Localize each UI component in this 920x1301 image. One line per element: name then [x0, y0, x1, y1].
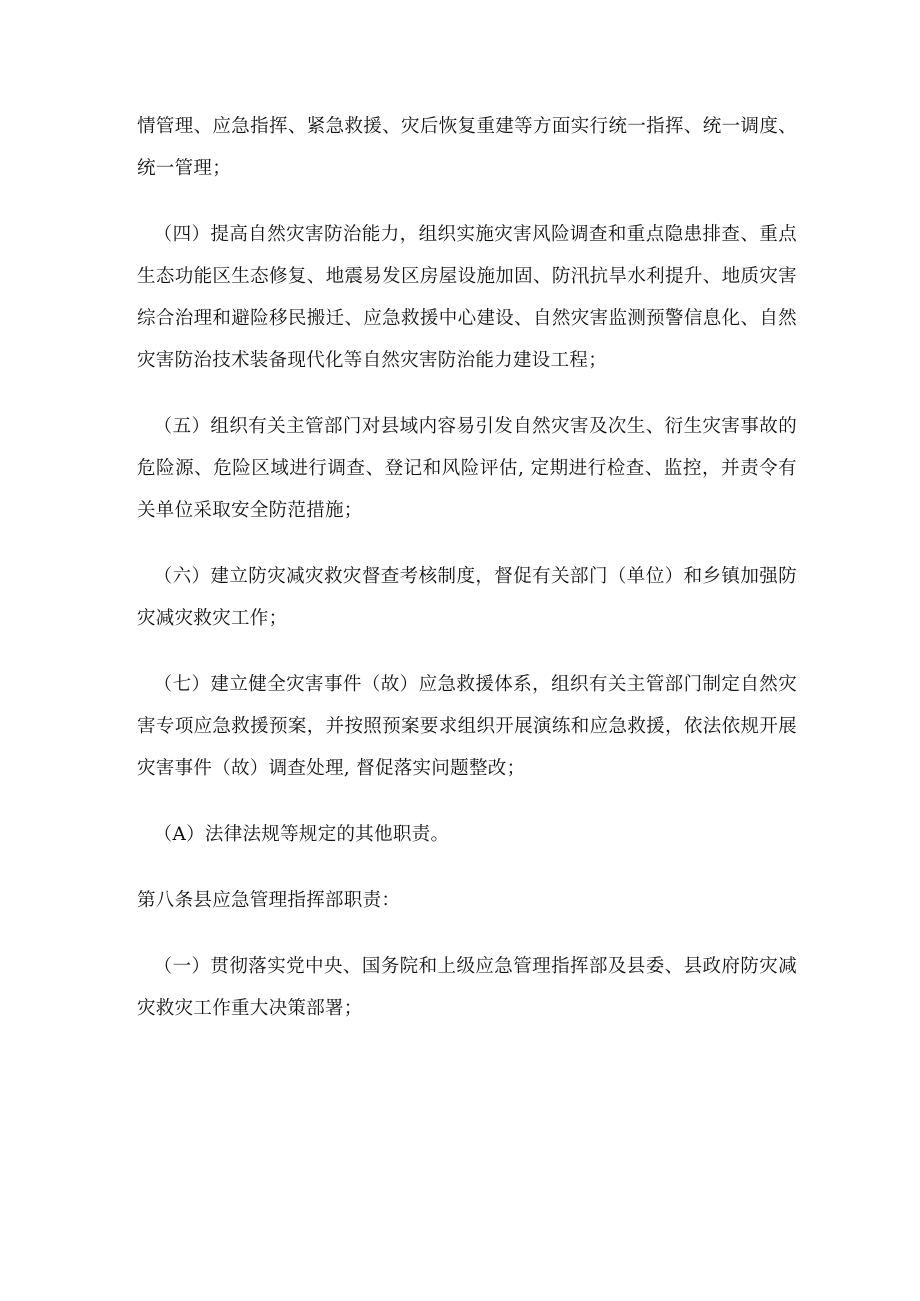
paragraph-item-6: （六）建立防灾减灾救灾督查考核制度，督促有关部门（单位）和乡镇加强防灾减灾救灾工作；: [137, 566, 797, 629]
article-heading: 第八条县应急管理指挥部职责：: [137, 890, 401, 911]
paragraph-item-1: （一）贯彻落实党中央、国务院和上级应急管理指挥部及县委、县政府防灾减灾救灾工作重大决策部署；: [137, 956, 797, 1019]
paragraph-item-8: （A）法律法规等规定的其他职责。: [153, 824, 450, 845]
paragraph-item-5: （五）组织有关主管部门对县域内容易引发自然灾害及次生、衍生灾害事故的危险源、危险区域进行调查、登记和风险评估, 定期进行检查、监控，并责令有关单位采取安全防范措施；: [137, 416, 797, 521]
document-body: [137, 106, 797, 1054]
paragraph-continuation: 情管理、应急指挥、紧急救援、灾后恢复重建等方面实行统一指挥、统一调度、统一管理；: [137, 116, 797, 179]
paragraph-item-7: （七）建立健全灾害事件（故）应急救援体系，组织有关主管部门制定自然灾害专项应急救援预案，并按照预案要求组织开展演练和应急救援，依法依规开展灾害事件（故）调查处理, 督促落实问题整改；: [137, 674, 797, 779]
paragraph-item-4: （四）提高自然灾害防治能力，组织实施灾害风险调查和重点隐患排查、重点生态功能区生态修复、地震易发区房屋设施加固、防汛抗旱水利提升、地质灾害综合治理和避险移民搬迁、应急救援中心建设、自然灾害监测预警信息化、自然灾害防治技术装备现代化等自然灾害防治能力建设工程；: [137, 224, 797, 371]
